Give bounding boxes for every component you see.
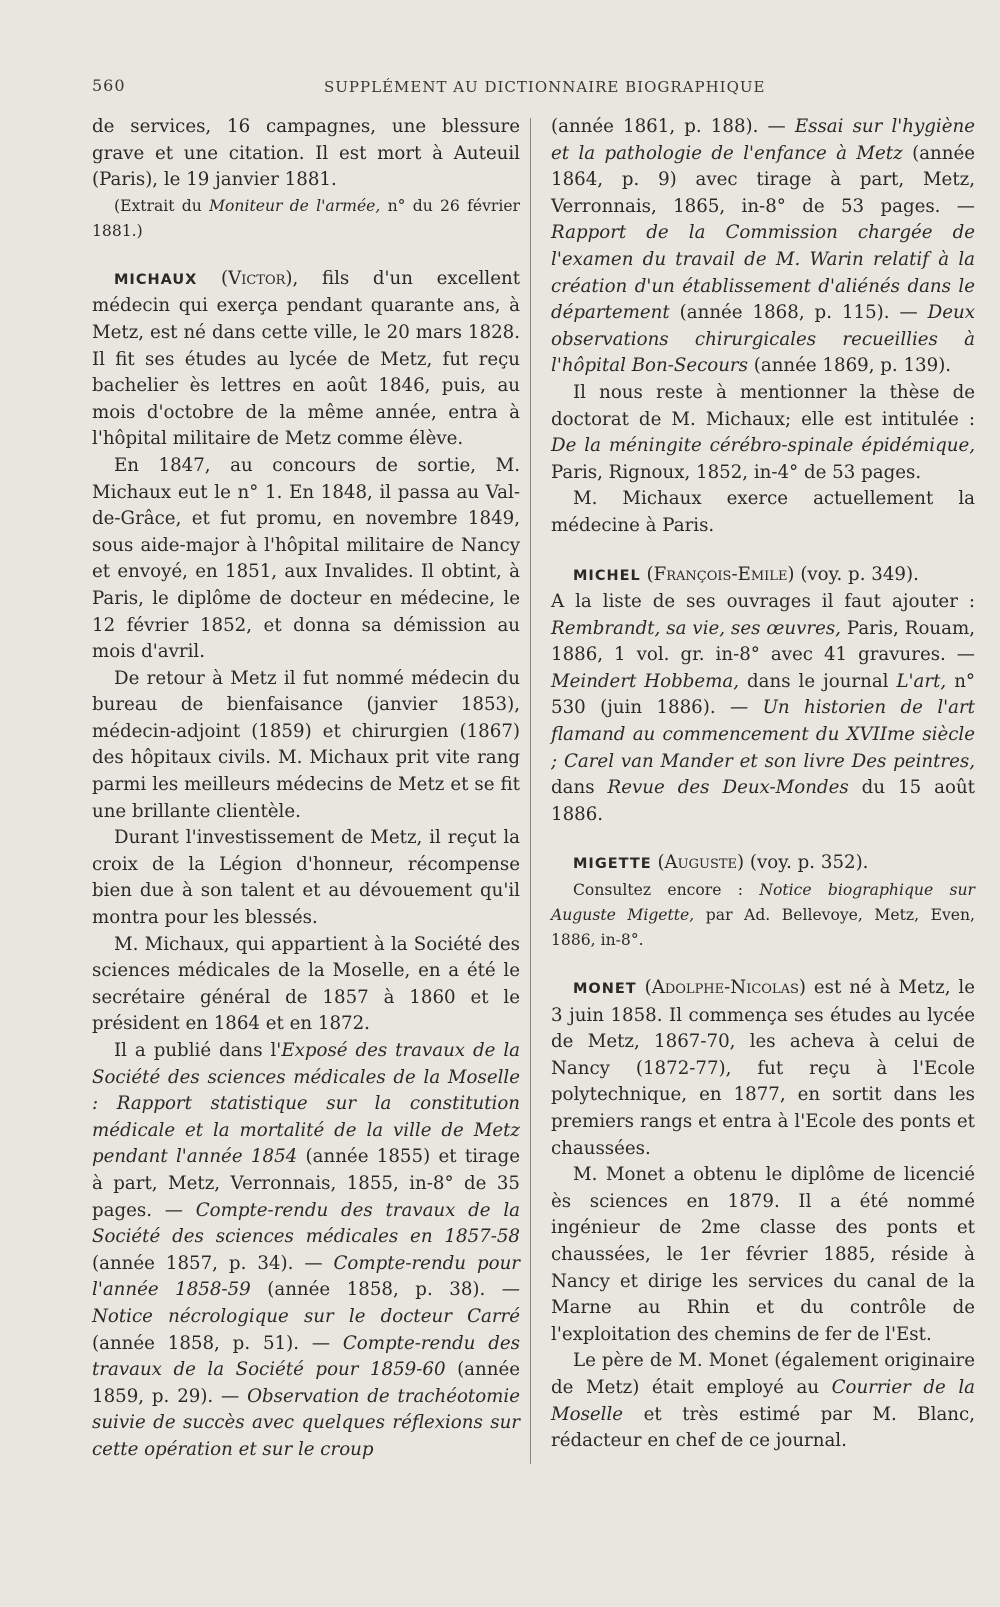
paragraph: M. Michaux, qui appartient à la Société des sciences médicales de la Moselle, en a été le secrétaire général de 1857 à 1860 et le président en 1864 et en 1872. [92, 933, 520, 1035]
paragraph: Durant l'investissement de Metz, il reçut la croix de la Légion d'honneur, récompense bien due à son talent et au dévouement qu'il montra pour les blessés. [92, 827, 520, 929]
left-column [92, 114, 520, 1464]
entry-name-monet: MONET [573, 981, 637, 998]
michel-works: A la liste de ses ouvrages il faut ajouter : Rembrandt, sa vie, ses œuvres, Paris, Rouam, 1886, 1 vol. gr. in-8° avec 41 gravures. — Meindert Hobbema, dans le journal L'art, n° 530 (juin 1886). — Un historien de l'art flamand au commencement du XVIIme siècle ; Carel van Mander et son livre Des peintres, dans Revue des Deux-Mondes du 15 août 1886. [551, 591, 975, 825]
publications-continued: (année 1861, p. 188). — Essai sur l'hygiène et la pathologie de l'enfance à Metz (année 1864, p. 9) avec tirage à part, Metz, Verronnais, 1865, in-8° de 53 pages. — Rapport de la Commission chargée de l'examen du travail de M. Warin relatif à la création d'un établissement d'aliénés dans le département (année 1868, p. 115). — Deux observations chirurgicales recueillies à l'hôpital Bon-Secours (année 1869, p. 139). [551, 116, 975, 377]
paragraph: de services, 16 campagnes, une blessure grave et une citation. Il est mort à Auteuil (Paris), le 19 janvier 1881. [92, 116, 520, 191]
paragraph: M. Michaux exerce actuellement la médecine à Paris. [551, 488, 975, 536]
paragraph: De retour à Metz il fut nommé médecin du bureau de bienfaisance (janvier 1853), médecin-adjoint (1859) et chirurgien (1867) des hôpitaux civils. M. Michaux prit vite rang parmi les meilleurs médecins de Metz et se fit une brillante clientèle. [92, 667, 520, 822]
column-divider [530, 118, 531, 1464]
migette-note: Consultez encore : Notice biographique sur Auguste Migette, par Ad. Bellevoye, Metz, Even, 1886, in-8°. [551, 881, 975, 950]
right-column [551, 114, 975, 1455]
entry-michel: MICHEL (François-Emile) (voy. p. 349). [573, 563, 919, 585]
entry-michaux: MICHAUX (Victor), fils d'un excellent médecin qui exerça pendant quarante ans, à Metz, est né dans cette ville, le 20 mars 1828. Il fit ses études au lycée de Metz, fut reçu bachelier ès lettres en août 1846, puis, au mois d'octobre de la même année, entra à l'hôpital militaire de Metz comme élève. [92, 267, 520, 450]
publications-paragraph: Il a publié dans l'Exposé des travaux de la Société des sciences médicales de la Moselle : Rapport statistique sur la constitution médicale et la mortalité de la ville de Metz pendant l'année 1854 (année 1855) et tirage à part, Metz, Verronnais, 1855, in-8° de 35 pages. — Compte-rendu des travaux de la Société des sciences médicales en 1857-58 (année 1857, p. 34). — Compte-rendu pour l'année 1858-59 (année 1858, p. 38). — Notice nécrologique sur le docteur Carré (année 1858, p. 51). — Compte-rendu des travaux de la Société pour 1859-60 (année 1859, p. 29). — Observation de trachéotomie suivie de succès avec quelques réflexions sur cette opération et sur le croup [92, 1040, 521, 1460]
paragraph-father: Le père de M. Monet (également originaire de Metz) était employé au Courrier de la Moselle et très estimé par M. Blanc, rédacteur en chef de ce journal. [551, 1350, 975, 1452]
entry-monet: MONET (Adolphe-Nicolas) est né à Metz, le 3 juin 1858. Il commença ses études au lycée de Metz, 1867-70, les acheva à celui de Nancy (1872-77), fut reçu à l'Ecole polytechnique, en 1877, en sortit dans les premiers rangs et entra à l'Ecole des ponts et chaussées. [551, 977, 975, 1159]
page-number: 560 [92, 76, 126, 95]
entry-name-michaux: MICHAUX [114, 271, 198, 288]
running-head [92, 76, 950, 98]
source-note: (Extrait du Moniteur de l'armée, n° du 26 février 1881.) [92, 196, 520, 240]
entry-name-migette: MIGETTE [573, 856, 652, 873]
paragraph: M. Monet a obtenu le diplôme de licencié ès sciences en 1879. Il a été nommé ingénieur de 2me classe des ponts et chaussées, le 1er février 1885, réside à Nancy et dirige les services du canal de la Marne au Rhin et du contrôle de l'exploitation des chemins de fer de l'Est. [551, 1164, 975, 1345]
running-title: SUPPLÉMENT AU DICTIONNAIRE BIOGRAPHIQUE [324, 78, 766, 96]
thesis-paragraph: Il nous reste à mentionner la thèse de doctorat de M. Michaux; elle est intitulée : De la méningite cérébro-spinale épidémique, Paris, Rignoux, 1852, in-4° de 53 pages. [551, 381, 975, 483]
entry-migette: MIGETTE (Auguste) (voy. p. 352). [573, 852, 869, 874]
entry-name-michel: MICHEL [573, 567, 641, 584]
paragraph: En 1847, au concours de sortie, M. Michaux eut le n° 1. En 1848, il passa au Val-de-Grâce, et fut promu, en novembre 1849, sous aide-major à l'hôpital militaire de Nancy et envoyé, en 1851, aux Invalides. Il obtint, à Paris, le diplôme de docteur en médecine, le 12 février 1852, et donna sa démission au mois d'avril. [92, 454, 520, 663]
